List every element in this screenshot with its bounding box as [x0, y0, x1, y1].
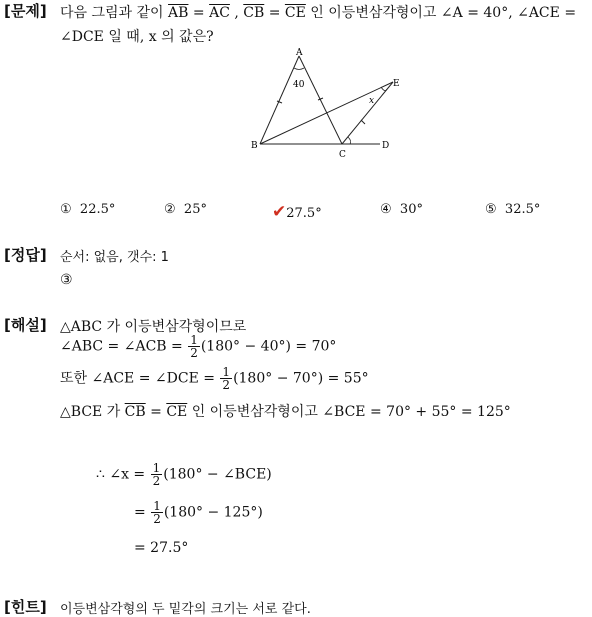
angle-x-label: x [369, 96, 375, 106]
solution-step-3: = 27.5° [134, 540, 189, 556]
solution-line-4: △BCE 가 $\overline{CB} = \overline{CE}$ 인 이등변삼각형이고 ∠BCE = 70° + 55° = 125° [60, 404, 511, 420]
point-d-label: D [382, 141, 390, 151]
choice-3[interactable]: ✔27.5° [272, 202, 322, 222]
point-c-label: C [339, 150, 346, 160]
problem-line-1: 다음 그림과 같이 $\overline{AB} = \overline{AC}$ , $\overline{CB} = \overline{CE}$ 인 이등변삼각형이고 ∠A = 40°, ∠ACE = [60, 5, 577, 21]
answer-label: [정답] [4, 246, 47, 264]
solution-step-1: ∴ ∠x = $\frac{1}{2}$ (180° − ∠BCE) [96, 461, 272, 488]
checkmark-icon: ✔ [272, 202, 287, 222]
hint-label: [힌트] [4, 598, 47, 616]
problem-line-2: ∠DCE 일 때, x 의 값은? [60, 29, 214, 45]
choice-5[interactable]: ⑤ 32.5° [485, 202, 541, 217]
point-e-label: E [393, 79, 400, 89]
choice-2[interactable]: ② 25° [164, 202, 207, 217]
solution-line-2: ∠ABC = ∠ACB = $\frac{1}{2}$ (180° − 40°) = 70° [60, 333, 337, 360]
answer-meta: 순서: 없음, 갯수: 1 [60, 250, 169, 265]
solution-line-3: 또한 ∠ACE = ∠DCE = $\frac{1}{2}$ (180° − 70°) = 55° [60, 365, 369, 392]
solution-line-1: △ABC 가 이등변삼각형이므로 [60, 319, 247, 335]
solution-label: [해설] [4, 316, 47, 334]
problem-label: [문제] [4, 2, 47, 20]
answer-value: ③ [60, 272, 73, 288]
hint-text: 이등변삼각형의 두 밑각의 크기는 서로 같다. [60, 602, 311, 617]
choice-4[interactable]: ④ 30° [380, 202, 423, 217]
choice-1[interactable]: ① 22.5° [60, 202, 116, 217]
point-a-label: A [296, 48, 303, 58]
solution-step-2: = $\frac{1}{2}$ (180° − 125°) [134, 499, 263, 526]
triangle-figure [240, 44, 410, 160]
point-b-label: B [251, 141, 258, 151]
angle-a-label: 40 [293, 80, 305, 90]
